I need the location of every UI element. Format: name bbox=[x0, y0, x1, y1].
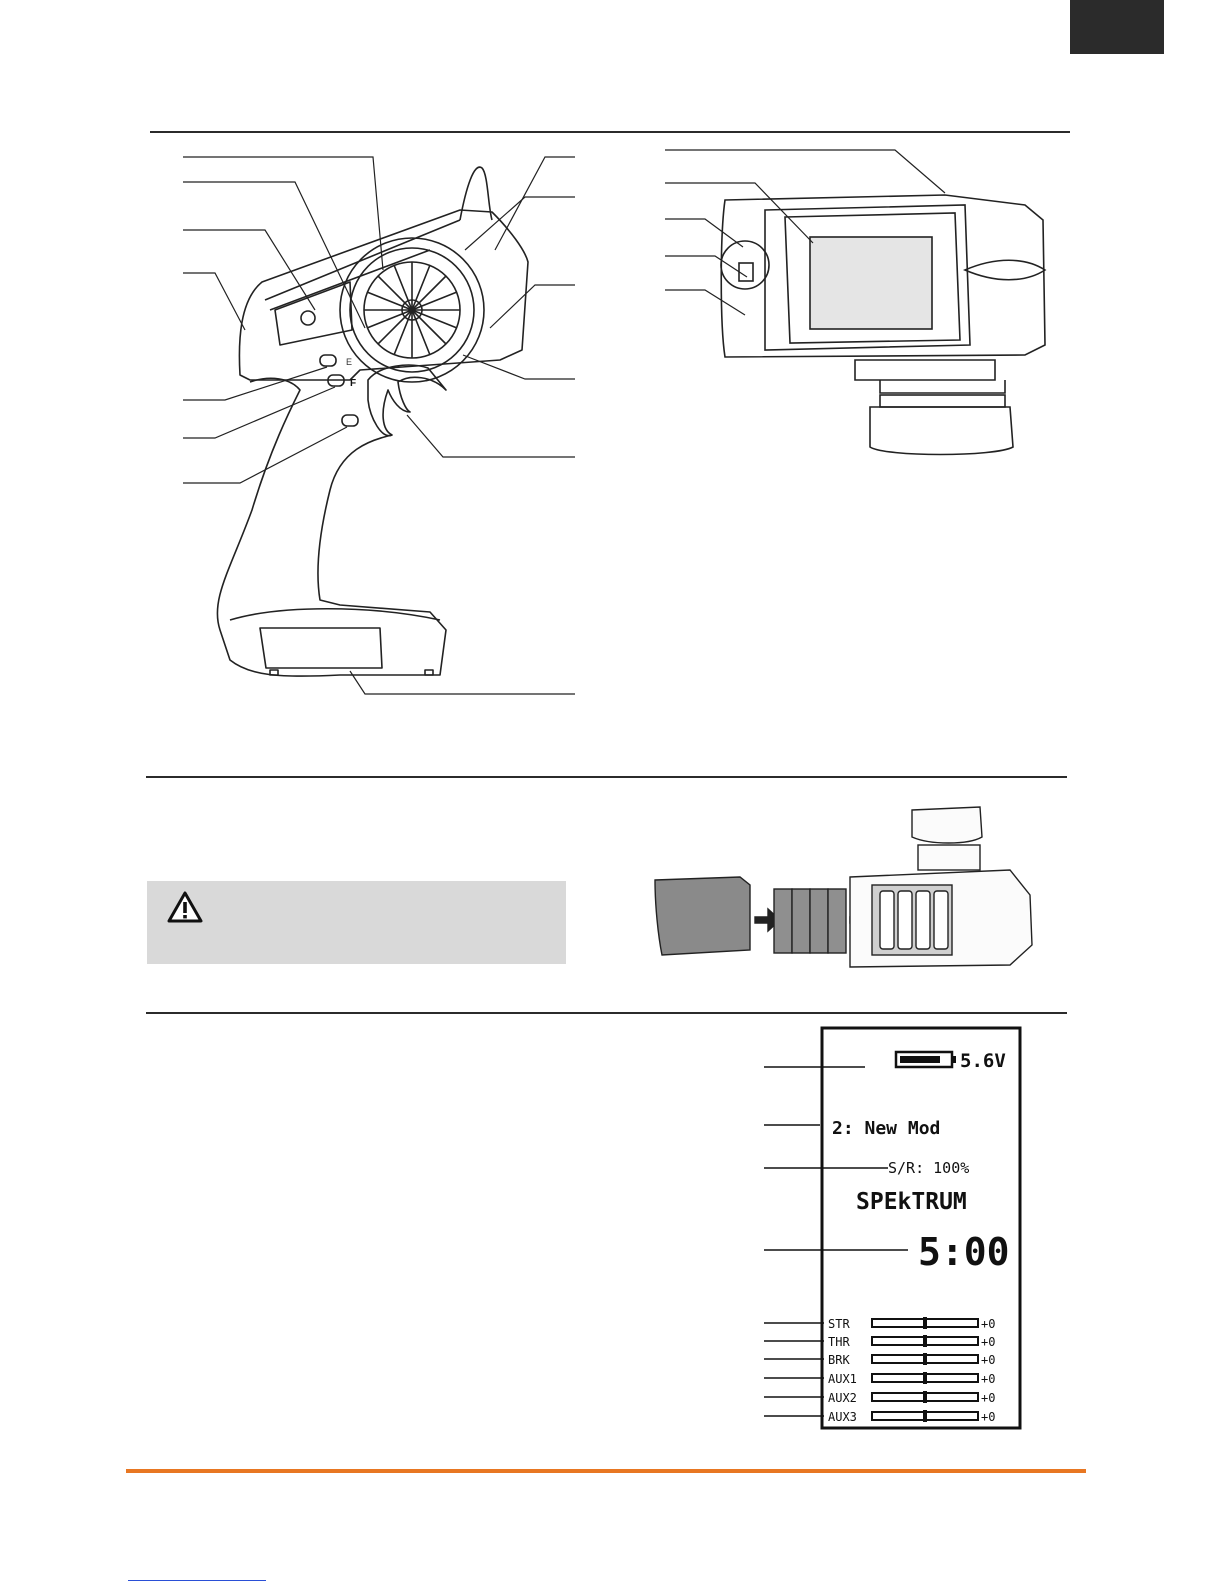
footer-link-underline[interactable] bbox=[128, 1580, 266, 1581]
page-corner-tab bbox=[1070, 0, 1164, 54]
top-callout-lines bbox=[665, 145, 965, 325]
section-rule-bottom bbox=[146, 1012, 1067, 1014]
warning-triangle-icon bbox=[167, 891, 203, 923]
trim-label-aux1: AUX1 bbox=[828, 1372, 857, 1386]
caution-box bbox=[147, 881, 566, 964]
trim-value-aux3: +0 bbox=[981, 1410, 996, 1424]
trim-value-str: +0 bbox=[981, 1317, 996, 1331]
brand-name: SPEkTRUM bbox=[856, 1189, 967, 1215]
section-rule-top bbox=[150, 131, 1070, 133]
battery-door bbox=[655, 877, 750, 955]
button-label-f: F bbox=[350, 378, 357, 389]
lcd-main-screen bbox=[760, 1025, 1030, 1433]
battery-install-illustration bbox=[650, 805, 1050, 970]
steering-rate: S/R: 100% bbox=[888, 1159, 970, 1177]
timer: 5:00 bbox=[918, 1230, 1010, 1274]
bottom-wheel bbox=[870, 407, 1013, 455]
wheel-base bbox=[855, 360, 995, 380]
trim-label-aux3: AUX3 bbox=[828, 1410, 857, 1424]
battery-voltage: 5.6V bbox=[960, 1050, 1006, 1072]
model-name: 2: New Mod bbox=[832, 1118, 941, 1139]
trim-label-thr: THR bbox=[828, 1335, 850, 1349]
side-grip-clip bbox=[965, 260, 1045, 280]
top-wheel-view bbox=[912, 807, 982, 843]
trim-label-brk: BRK bbox=[828, 1353, 850, 1367]
trim-value-thr: +0 bbox=[981, 1335, 996, 1349]
footer-accent-rule bbox=[126, 1469, 1086, 1473]
trim-value-aux2: +0 bbox=[981, 1391, 996, 1405]
trim-value-aux1: +0 bbox=[981, 1372, 996, 1386]
button-label-e: E bbox=[346, 357, 353, 367]
aa-battery-pack bbox=[774, 889, 846, 953]
section-rule-middle bbox=[146, 776, 1067, 778]
trim-label-str: STR bbox=[828, 1317, 850, 1331]
trim-label-aux2: AUX2 bbox=[828, 1391, 857, 1405]
trim-value-brk: +0 bbox=[981, 1353, 996, 1367]
left-callout-lines bbox=[175, 150, 585, 710]
